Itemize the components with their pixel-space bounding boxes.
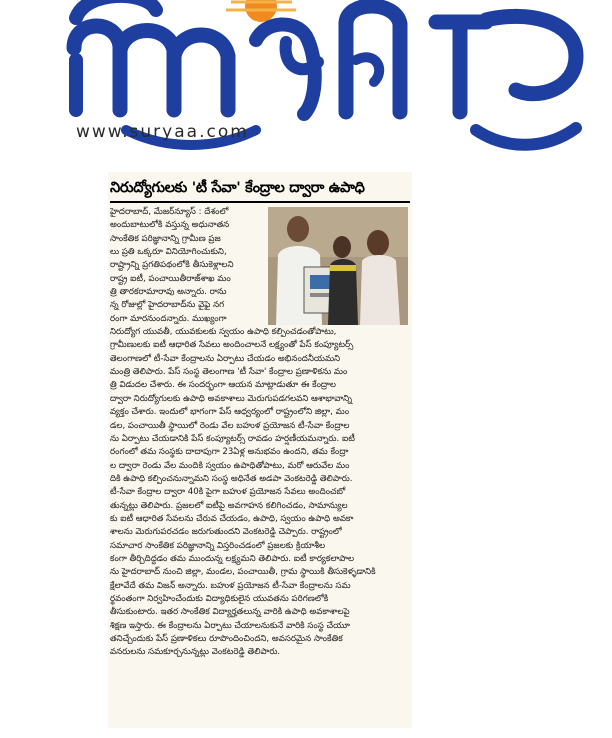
body-line: ను హైదరాబాద్ నుంచి జిల్లా, మండల, పంచాయితీ, గ్రామ స్థాయికి తీసుకెళ్ళడానికి (110, 567, 376, 578)
body-line: త్రి తారకరామారావు అన్నారు. రాను (110, 287, 227, 298)
article-body (110, 206, 410, 660)
body-line: ద్వారా నిరుద్యోగులకు ఉపాధి అవకాశాలు మెరుగుపడగలవని ఆశాభావాన్ని (110, 393, 353, 404)
body-line: శిక్షణ ఇస్తారు. ఈ కేంద్రాలను ఏర్పాటు చేయాలనుకునే వారికి సంస్థ చేయూ (110, 620, 350, 631)
body-line: వ్యక్తం చేశారు. ఇందులో భాగంగా పేస్ ఆధ్వర్యంలో రాష్ట్రంలోని జిల్లా, మం (110, 407, 350, 418)
headline-divider (110, 201, 410, 203)
body-line: త్రి విడుదల చేశారు. ఈ సందర్భంగా ఆయన మాట్లాడుతూ ఈ కేంద్రాల (110, 380, 336, 391)
body-line: లు ప్రతి ఒక్కరూ వినియోగించుకుని, (110, 247, 227, 258)
body-line: రాష్ట్ర ఐటీ, పంచాయితీరాజ్‌శాఖ మం (110, 273, 231, 284)
article-headline: నిరుద్యోగులకు 'టీ సేవా' కేంద్రాల ద్వారా ఉపాధి (110, 180, 365, 196)
body-line: న్న రోజుల్లో హైదరాబాద్‌ను వైఫై నగ (110, 300, 225, 311)
body-line: కంగా తీర్చిదిద్దడం తమ ముందున్న లక్ష్యమని తెలిపారు. ఐటీ కార్యకలాపాల (110, 553, 355, 564)
body-line: కు ఐటీ ఆధారిత సేవలను చేరువ చేయడం, ఉపాధి, స్వయం ఉపాధి అవకా (110, 513, 354, 524)
body-line: ర్థవంతంగా నిర్వహించేందుకు విద్యాధికులైన యువతను పరిగణలోకి (110, 593, 329, 604)
body-line: ను ఏర్పాటు చేయడానికి పేస్ కంప్యూటర్స్ రావడం హర్షణీయమన్నారు. ఐటీ (110, 433, 355, 444)
body-line: ల ద్వారా రెండు వేల మందికి స్వయం ఉపాధితోపాటు, మరో ఆరువేల మం (110, 460, 350, 471)
body-line: సమాచార సాంకేతిక పరిజ్ఞానాన్ని విస్తరించడంలో ప్రజలకు క్రియాశీల (110, 540, 326, 551)
body-line: తున్నట్లు తెలిపారు. ప్రజలలో ఐటీపై అవగాహన కలిగించడం, సామాన్యుల (110, 500, 348, 511)
body-line: రంగంలో తమ సంస్థకు దాదాపుగా 23ఏళ్ల అనుభవం ఉందని, తమ కేంద్రా (110, 447, 349, 458)
body-line: నిరుద్యోగ యువతీ, యువకులకు స్వయం ఉపాధి కల్పించడంతోపాటు, (110, 327, 337, 338)
body-line: వనరులను సమకూర్చనున్నట్లు వెంకటరెడ్డి తెలిపారు. (110, 647, 281, 658)
body-line: తనిచ్చేందుకు పేస్ ప్రణాళికలు రూపొందించిందని, అవసరమైన సాంకేతిక (110, 634, 343, 644)
body-line: అందుబాటులోకి వస్తున్న అధునాతన (110, 220, 230, 231)
body-line: హైదరాబాద్, మేజర్‌న్యూస్ : దేశంలో (110, 207, 229, 217)
body-line: టీ-సేవా కేంద్రాల ద్వారా 40కి పైగా బహుళ ప్రయోజన సేవలు అందించబో (110, 487, 346, 498)
body-line: తెలంగాణలో టీ-సేవా కేంద్రాలను ఏర్పాటు చేయడం అభినందనీయమని (110, 353, 341, 364)
body-line: సాంకేతిక పరిజ్ఞానాన్ని గ్రామీణ ప్రజ (110, 233, 221, 244)
body-line: రంగా మారనుందన్నారు. ముఖ్యంగా (110, 313, 227, 324)
body-line: దికి ఉపాధి కల్పించనున్నామని సంస్థ అధినేత అడపా వెంకటరెడ్డి తెలిపారు. (110, 473, 353, 484)
body-line: రాష్ట్రాన్ని ప్రగతిపథంలోకి తీసుకెళ్లాలని (110, 260, 234, 271)
body-line: శాలను మెరుగుపరచడం జరుగుతుందని వెంకటరెడ్డి చెప్పారు. రాష్ట్రంలో (110, 527, 342, 538)
body-line: తీసుకుంటారు. ఇతర సాంకేతిక విద్యార్హతలున్న వారికి ఉపాధి అవకాశాలపై (110, 607, 350, 618)
body-line: గ్రామీణులకు ఐటీ ఆధారిత సేవలు అందించాలనే లక్ష్యంతో పేస్ కంప్యూటర్స్ (110, 340, 354, 351)
body-line: క్షేలావేదే తమ విజన్ అన్నారు. బహుళ ప్రయోజన టీ-సేవా కేంద్రాలను సమ (110, 580, 351, 591)
body-line: డల, పంచాయితీ స్థాయిలో రెండు వేల బహుళ ప్రయోజన టీ-సేవా కేంద్రాల (110, 420, 350, 431)
body-line: మంత్రి తెలిపారు. పేస్ సంస్థ తెలంగాణ 'టీ సేవా' కేంద్రాల ప్రణాళికను మం (110, 367, 348, 378)
site-url[interactable]: www.suryaa.com (76, 122, 249, 142)
